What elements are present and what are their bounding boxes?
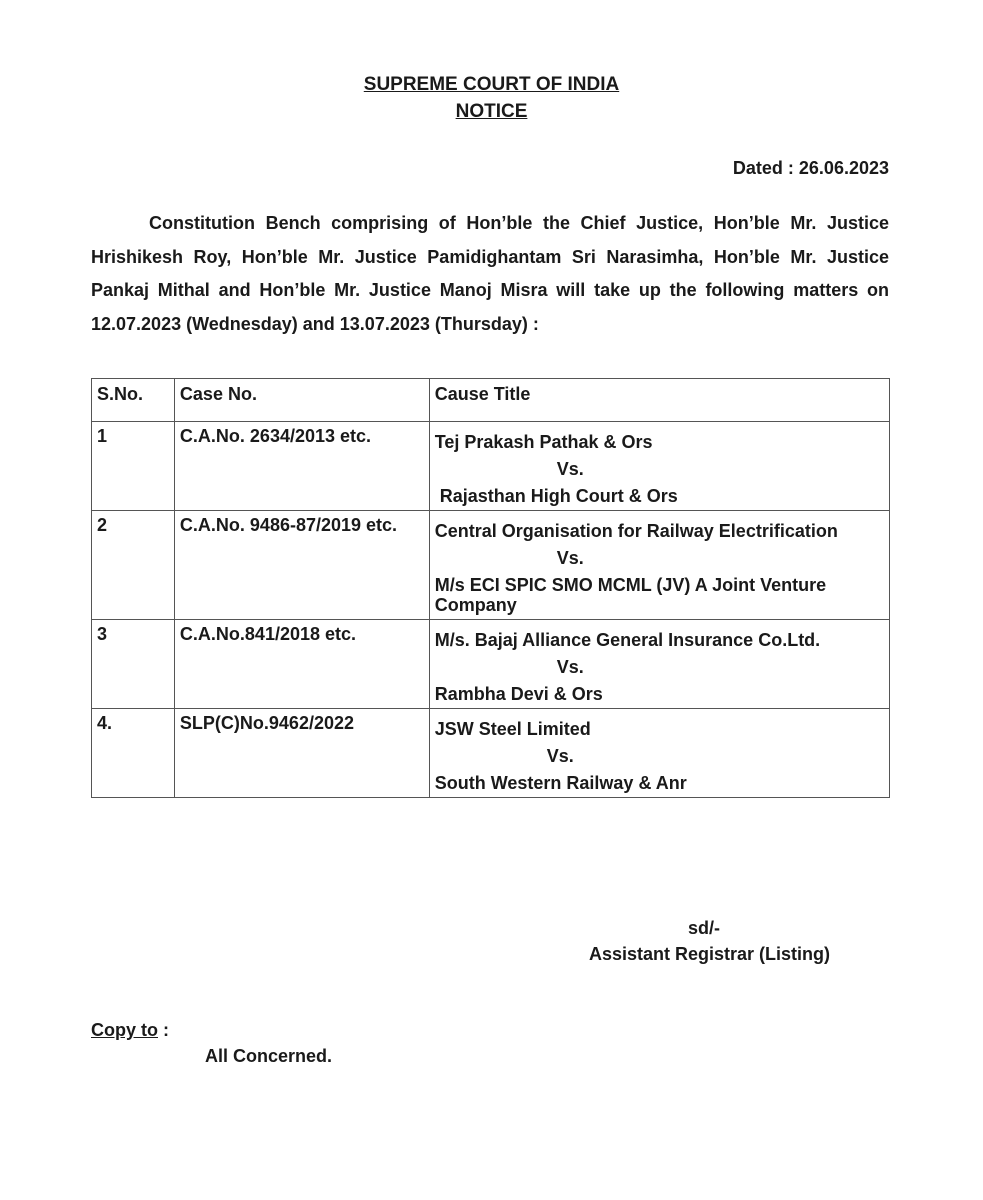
respondent: South Western Railway & Anr [434, 773, 687, 793]
signatory-designation: Assistant Registrar (Listing) [589, 944, 831, 964]
notice-title: NOTICE [455, 101, 528, 122]
header-sno: S.No. [92, 379, 175, 422]
copy-to-recipients: All Concerned. [205, 1046, 333, 1066]
petitioner: Tej Prakash Pathak & Ors [434, 432, 653, 452]
respondent: Rajasthan High Court & Ors [439, 486, 678, 506]
notice-date: Dated : 26.06.2023 [732, 158, 889, 178]
respondent: M/s ECI SPIC SMO MCML (JV) A Joint Venture Company [434, 575, 827, 615]
row-cause-title [429, 511, 889, 620]
copy-to-colon: : [158, 1020, 169, 1040]
row-case-no: C.A.No. 9486-87/2019 etc. [174, 511, 429, 620]
row-case-no: C.A.No.841/2018 etc. [174, 620, 429, 709]
row-case-no: SLP(C)No.9462/2022 [174, 709, 429, 798]
header-cause-title: Cause Title [429, 379, 889, 422]
table-header-row [92, 379, 890, 422]
row-cause-title [429, 709, 889, 798]
table-row [92, 511, 890, 620]
header-case-no: Case No. [174, 379, 429, 422]
row-sno: 1 [92, 422, 175, 511]
signature-mark: sd/- [688, 918, 721, 938]
table-row [92, 620, 890, 709]
row-sno: 2 [92, 511, 175, 620]
table-row [92, 422, 890, 511]
copy-to-label [91, 1020, 169, 1041]
versus: Vs. [556, 657, 584, 677]
petitioner: M/s. Bajaj Alliance General Insurance Co.Ltd. [434, 630, 821, 650]
row-cause-title [429, 422, 889, 511]
row-cause-title [429, 620, 889, 709]
versus: Vs. [546, 746, 574, 766]
respondent: Rambha Devi & Ors [434, 684, 603, 704]
petitioner: Central Organisation for Railway Electrification [434, 521, 838, 541]
court-title: SUPREME COURT OF INDIA [363, 74, 620, 95]
cases-table [91, 378, 890, 798]
copy-to-text: Copy to [91, 1020, 158, 1040]
versus: Vs. [556, 548, 584, 568]
versus: Vs. [556, 459, 584, 479]
table-row [92, 709, 890, 798]
row-case-no: C.A.No. 2634/2013 etc. [174, 422, 429, 511]
row-sno: 4. [92, 709, 175, 798]
notice-body: Constitution Bench comprising of Hon’ble the Chief Justice, Hon’ble Mr. Justice Hrishikesh Roy, Hon’ble Mr. Justice Pamidighantam Sri Narasimha, Hon’ble Mr. Justice Pankaj Mithal and Hon’ble Mr. Justice Manoj Misra will take up the following matters on 12.07.2023 (Wednesday) and 13.07.2023 (Thursday) : [91, 213, 889, 334]
petitioner: JSW Steel Limited [434, 719, 591, 739]
row-sno: 3 [92, 620, 175, 709]
